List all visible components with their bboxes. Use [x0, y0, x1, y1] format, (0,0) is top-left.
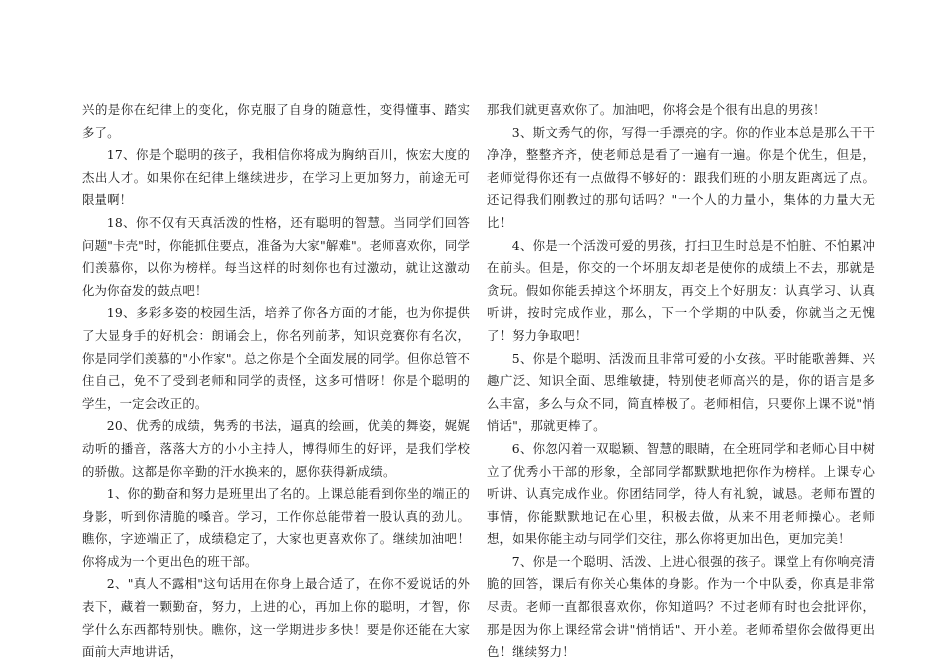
paragraph: 19、多彩多姿的校园生活，培养了你各方面的才能，也为你提供了大显身手的好机会：朗诵会上，你名列前茅，知识竞赛你有名次，你是同学们羡慕的"小作家"。总之你是个全面发展的同学。但你总管不住自己，免不了受到老师和同学的责怪，这多可惜呀！你是个聪明的学生，一定会改正的。	[82, 305, 470, 411]
paragraph: 兴的是你在纪律上的变化，你克服了自身的随意性，变得懂事、踏实多了。	[82, 102, 470, 140]
paragraph: 18、你不仅有天真活泼的性格，还有聪明的智慧。当同学们回答问题"卡壳"时，你能抓住要点，准备为大家"解难"。老师喜欢你，同学们羡慕你，以你为榜样。每当这样的时刻你也有过激动，就让这激动化为你奋发的鼓点吧！	[82, 214, 470, 298]
paragraph: 20、优秀的成绩，隽秀的书法，逼真的绘画，优美的舞姿，娓娓动听的播音，落落大方的小小主持人，博得师生的好评，是我们学校的骄傲。这都是你辛勤的汗水换来的，愿你获得新成绩。	[82, 418, 470, 479]
paragraph: 17、你是个聪明的孩子，我相信你将成为胸纳百川，恢宏大度的杰出人才。如果你在纪律上继续进步，在学习上更加努力，前途无可限量啊！	[82, 147, 470, 208]
paragraph: 6、你忽闪着一双聪颖、智慧的眼睛，在全班同学和老师心目中树立了优秀小干部的形象，全部同学都默默地把你作为榜样。上课专心听讲、认真完成作业。你团结同学，待人有礼貌，诚恳。老师布置的事情，你能默默地记在心里，积极去做，从来不用老师操心。老师想，如果你能主动与同学们交往，那么你将更加出色，更加完美！	[487, 440, 875, 547]
right-text-column	[487, 99, 875, 664]
paragraph: 2、"真人不露相"这句话用在你身上最合适了，在你不爱说话的外表下，藏着一颗勤奋，努力，上进的心，再加上你的聪明，才智，你学什么东西都特别快。瞧你，这一学期进步多快！要是你还能在大家面前大声地讲话，	[82, 576, 470, 660]
paragraph: 那我们就更喜欢你了。加油吧，你将会是个很有出息的男孩！	[487, 102, 826, 117]
paragraph: 1、你的勤奋和努力是班里出了名的。上课总能看到你坐的端正的身影，听到你清脆的嗓音。学习，工作你总能带着一股认真的劲儿。瞧你，字迹端正了，成绩稳定了，大家也更喜欢你了。继续加油吧！你将成为一个更出色的班干部。	[82, 486, 470, 569]
paragraph: 3、斯文秀气的你，写得一手漂亮的字。你的作业本总是那么干干净净，整整齐齐，使老师总是看了一遍有一遍。你是个优生，但是，老师觉得你还有一点做得不够好的：跟我们班的小朋友距离远了点。还记得我们刚教过的那句话吗？"一个人的力量小，集体的力量大无比！	[487, 124, 875, 230]
paragraph: 7、你是一个聪明、活泼、上进心很强的孩子。课堂上有你响亮清脆的回答，课后有你关心集体的身影。作为一个中队委，你真是非常尽责。老师一直都很喜欢你，你知道吗？不过老师有时也会批评你，那是因为你上课经常会讲"悄悄话"、开小差。老师希望你会做得更出色！继续努力！	[487, 553, 875, 660]
left-text-column	[82, 99, 470, 664]
paragraph: 5、你是个聪明、活泼而且非常可爱的小女孩。平时能歌善舞、兴趣广泛、知识全面、思维敏捷，特别使老师高兴的是，你的语言是多么丰富，多么与众不同，简直棒极了。老师相信，只要你上课不说"悄悄话"，那就更棒了。	[487, 350, 875, 434]
paragraph: 4、你是一个活泼可爱的男孩，打扫卫生时总是不怕脏、不怕累冲在前头。但是，你交的一个坏朋友却老是使你的成绩上不去，那就是贪玩。假如你能丢掉这个坏朋友，再交上个好朋友：认真学习、认真听讲，按时完成作业，那么，下一个学期的中队委，你就当之无愧了！努力争取吧！	[487, 237, 875, 343]
